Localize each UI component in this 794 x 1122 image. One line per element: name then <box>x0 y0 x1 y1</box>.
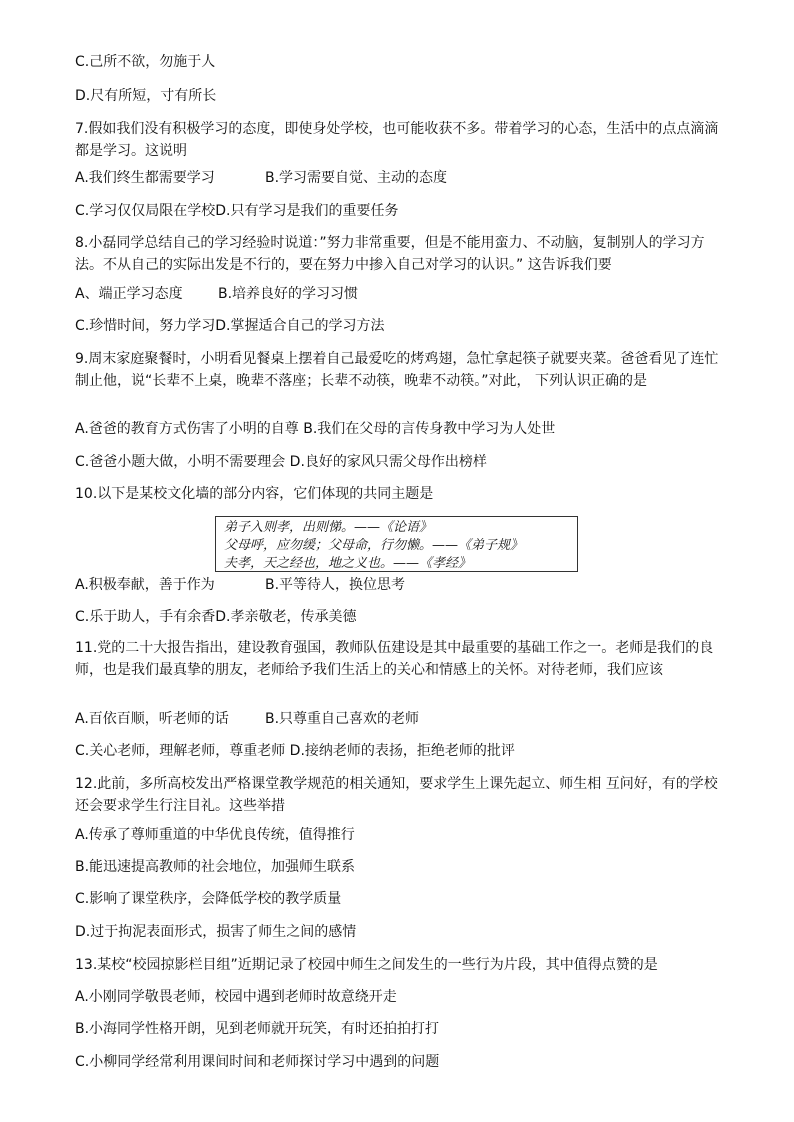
question-10: 10.以下是某校文化墙的部分内容，它们体现的共同主题是 <box>75 486 434 502</box>
option-d-q12: D.过于拘泥表面形式，损害了师生之间的感情 <box>75 924 357 940</box>
question-11: 11.党的二十大报告指出，建设教育强国，教师队伍建设是其中最重要的基础工作之一。老师是我们的良师，也是我们最真挚的朋友，老师给予我们生活上的关心和情感上的关怀。对待老师，我们应该 <box>75 640 714 678</box>
option-a-q11: A.百依百顺，听老师的话 <box>75 711 229 727</box>
option-b-q12: B.能迅速提高教师的社会地位，加强师生联系 <box>75 859 356 875</box>
option-c-q13: C.小柳同学经常利用课间时间和老师探讨学习中遇到的问题 <box>75 1054 440 1070</box>
question-8: 8.小磊同学总结自己的学习经验时说道：”努力非常重要，但是不能用蛮力、不动脑，复制别人的学习方法。不从自己的实际出发是不行的，要在努力中掺入自己对学习的认识。” 这告诉我们要 <box>75 235 705 273</box>
quote-line: 夫孝，天之经也，地之义也。——《孝经》 <box>224 556 472 571</box>
options-cd-q11: C.关心老师，理解老师，尊重老师 D.接纳老师的表扬，拒绝老师的批评 <box>75 743 515 759</box>
option-a-q7: A.我们终生都需要学习 <box>75 170 215 186</box>
quote-line: 弟子入则孝，出则悌。——《论语》 <box>224 520 433 535</box>
options-ab-q7 <box>75 167 724 189</box>
options-ab-q8 <box>75 283 724 305</box>
options-ab-q10 <box>75 574 724 596</box>
option-b-q8: B.培养良好的学习习惯 <box>218 286 359 302</box>
option-d-q6: D.尺有所短，寸有所长 <box>75 88 217 104</box>
question-9: 9.周末家庭聚餐时，小明看见餐桌上摆着自己最爱吃的烤鸡翅，急忙拿起筷子就要夹菜。爸爸看见了连忙制止他，说“长辈不上桌，晚辈不落座；长辈不动筷，晚辈不动筷。”对此， 下列认识正确的是 <box>75 351 719 389</box>
option-b-q10: B.平等待人，换位思考 <box>265 577 406 593</box>
option-c-q12: C.影响了课堂秩序，会降低学校的教学质量 <box>75 891 342 907</box>
option-a-q10: A.积极奉献，善于作为 <box>75 577 215 593</box>
options-cd-q9: C.爸爸小题大做，小明不需要理会 D.良好的家风只需父母作出榜样 <box>75 454 487 470</box>
options-cd-q7: C.学习仅仅局限在学校D.只有学习是我们的重要任务 <box>75 203 399 219</box>
option-b-q13: B.小海同学性格开朗，见到老师就开玩笑，有时还拍拍打打 <box>75 1021 440 1037</box>
option-b-q7: B.学习需要自觉、主动的态度 <box>265 170 448 186</box>
option-c-q6: C.己所不欲，勿施于人 <box>75 54 216 70</box>
option-b-q11: B.只尊重自己喜欢的老师 <box>265 711 420 727</box>
options-cd-q10: C.乐于助人，手有余香D.孝亲敬老，传承美德 <box>75 609 357 625</box>
quote-line: 父母呼，应勿缓；父母命，行勿懒。——《弟子规》 <box>224 538 524 553</box>
option-a-q13: A.小刚同学敬畏老师，校园中遇到老师时故意绕开走 <box>75 989 397 1005</box>
options-ab-q11 <box>75 708 724 730</box>
quote-box <box>215 516 578 572</box>
options-ab-q9: A.爸爸的教育方式伤害了小明的自尊 B.我们在父母的言传身教中学习为人处世 <box>75 421 556 437</box>
options-cd-q8: C.珍惜时间，努力学习D.掌握适合自己的学习方法 <box>75 318 385 334</box>
question-12: 12.此前，多所高校发出严格课堂教学规范的相关通知，要求学生上课先起立、师生相 互问好，有的学校还会要求学生行注目礼。这些举措 <box>75 776 718 814</box>
question-7: 7.假如我们没有积极学习的态度，即使身处学校，也可能收获不多。带着学习的心态，生活中的点点滴滴都是学习。这说明 <box>75 121 719 159</box>
option-a-q12: A.传承了尊师重道的中华优良传统，值得推行 <box>75 827 355 843</box>
question-13: 13.某校“校园掠影栏目组”近期记录了校园中师生之间发生的一些行为片段，其中值得点赞的是 <box>75 957 658 973</box>
option-a-q8: A、端正学习态度 <box>75 286 183 302</box>
